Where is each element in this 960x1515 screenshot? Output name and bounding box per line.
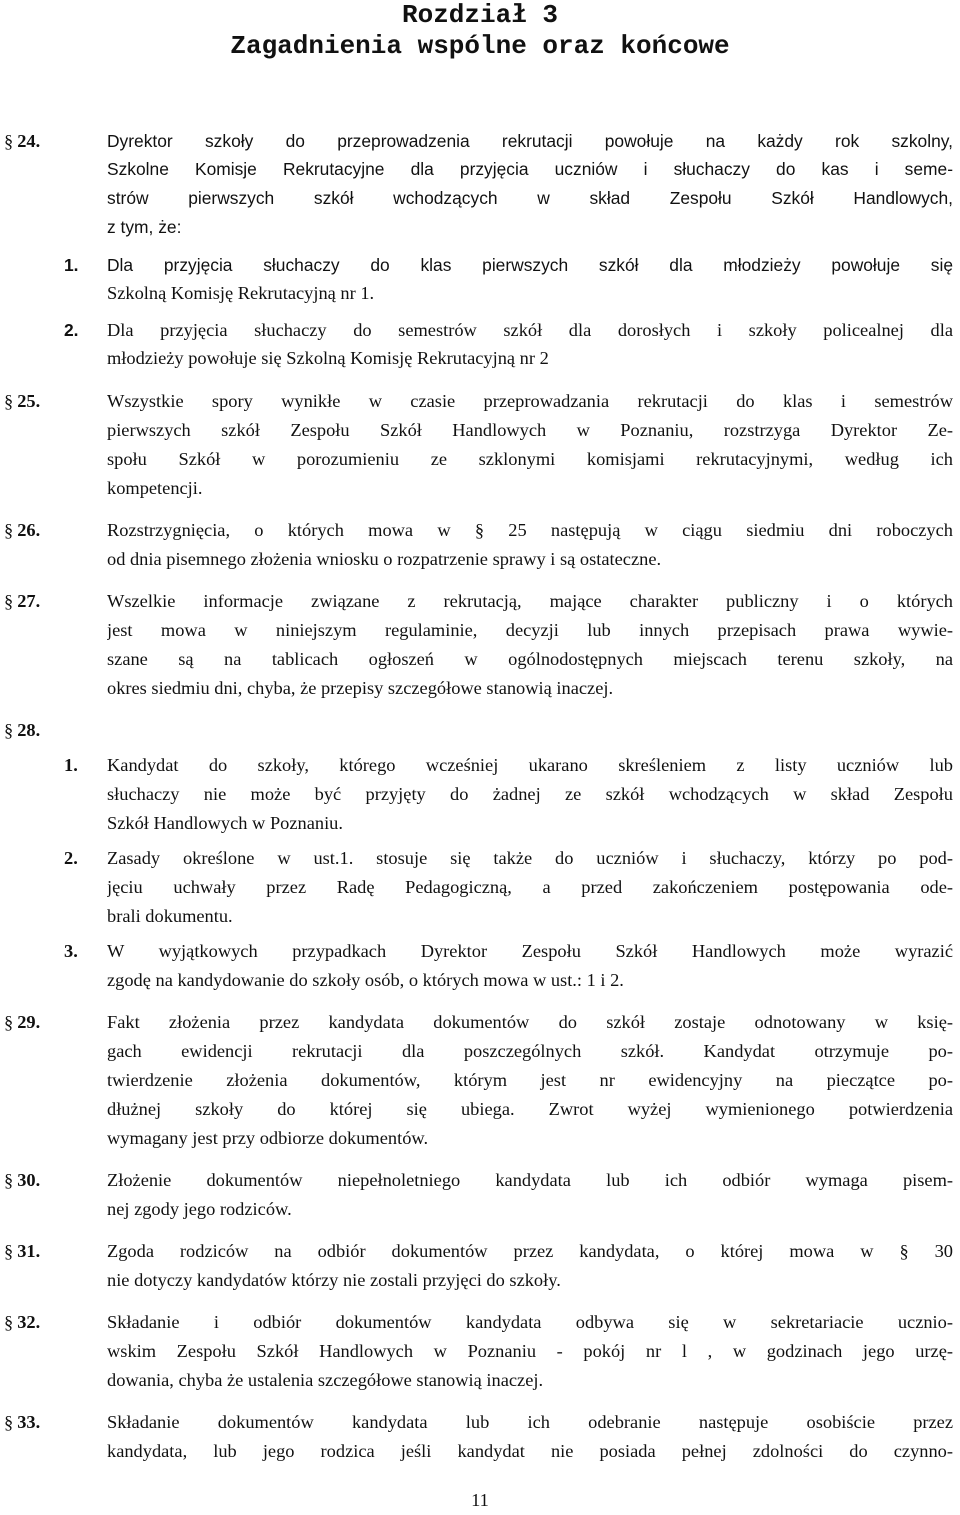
paragraph-number: 27. [17,591,41,611]
paragraph-32-marker [4,1310,40,1334]
paragraph-number: 24. [17,131,41,151]
paragraph-24-line: strów pierwszych szkół wchodzących w skład Zespołu Szkół Handlowych, [107,188,953,208]
section-sign: § [4,720,14,740]
page-number: 11 [471,1490,489,1510]
section-sign: § [4,1312,14,1332]
paragraph-24-line: z tym, że: [107,217,182,237]
paragraph-line: Wszelkie informacje związane z rekrutacją, mające charakter publiczny i o których [107,591,953,611]
paragraph-line: Rozstrzygnięcia, o których mowa w § 25 następują w ciągu siedmiu dni roboczych [107,520,953,540]
item-number: 1. [64,755,78,775]
paragraph-line: wskim Zespołu Szkół Handlowych w Poznaniu - pokój nr l , w godzinach jego urzę- [107,1341,953,1361]
item-line: Kandydat do szkoły, którego wcześniej ukarano skreśleniem z listy uczniów lub [107,755,953,775]
paragraph-line: Zgoda rodziców na odbiór dokumentów przez kandydata, o której mowa w § 30 [107,1241,953,1261]
paragraph-28-marker [4,718,40,742]
paragraph-number: 32. [17,1312,41,1332]
paragraph-26-marker [4,518,40,542]
item-line: W wyjątkowych przypadkach Dyrektor Zespołu Szkół Handlowych może wyrazić [107,941,953,961]
paragraph-number: 33. [17,1412,41,1432]
paragraph-line: nie dotyczy kandydatów którzy nie zostali przyjęci do szkoły. [107,1270,561,1290]
chapter-title: Zagadnienia wspólne oraz końcowe [230,31,730,61]
section-sign: § [4,391,14,411]
paragraph-24-line: Szkolne Komisje Rekrutacyjne dla przyjęcia uczniów i słuchaczy do kas i seme- [107,159,953,179]
paragraph-line: wymagany jest przy odbiorze dokumentów. [107,1128,429,1148]
paragraph-line: kandydata, lub jego rodzica jeśli kandydat nie posiada pełnej zdolności do czynno- [107,1441,953,1461]
paragraph-25-marker [4,389,40,413]
paragraph-number: 25. [17,391,41,411]
paragraph-line: nej zgody jego rodziców. [107,1199,292,1219]
paragraph-number: 28. [17,720,41,740]
paragraph-line: okres siedmiu dni, chyba, że przepisy szczegółowe stanowią inaczej. [107,678,614,698]
item-line: jęciu uchwały przez Radę Pedagogiczną, a przed zakończeniem postępowania ode- [107,877,953,897]
paragraph-line: dłużnej szkoły do której się ubiega. Zwrot wyżej wymienionego potwierdzenia [107,1099,953,1119]
section-sign: § [4,1170,14,1190]
paragraph-number: 30. [17,1170,41,1190]
section-sign: § [4,131,14,151]
paragraph-line: Fakt złożenia przez kandydata dokumentów do szkół zostaje odnotowany w księ- [107,1012,953,1032]
paragraph-33-marker [4,1410,40,1434]
paragraph-number: 26. [17,520,41,540]
paragraph-30-marker [4,1168,40,1192]
paragraph-31-marker [4,1239,40,1263]
item-number: 1. [64,255,79,275]
section-sign: § [4,520,14,540]
paragraph-line: Składanie dokumentów kandydata lub ich odebranie następuje osobiście przez [107,1412,953,1432]
section-sign: § [4,1012,14,1032]
paragraph-line: dowania, chyba że ustalenia szczegółowe stanowią inaczej. [107,1370,544,1390]
paragraph-line: twierdzenie złożenia dokumentów, którym jest nr ewidencyjny na pieczątce po- [107,1070,953,1090]
item-line: brali dokumentu. [107,906,233,926]
paragraph-24-line: Dyrektor szkoły do przeprowadzenia rekrutacji powołuje na każdy rok szkolny, [107,131,953,151]
item-line: zgodę na kandydowanie do szkoły osób, o których mowa w ust.: 1 i 2. [107,970,624,990]
paragraph-line: kompetencji. [107,478,203,498]
paragraph-number: 31. [17,1241,41,1261]
section-sign: § [4,1241,14,1261]
paragraph-line: Złożenie dokumentów niepełnoletniego kandydata lub ich odbiór wymaga pisem- [107,1170,953,1190]
section-sign: § [4,1412,14,1432]
item-line: Dla przyjęcia słuchaczy do semestrów szkół dla dorosłych i szkoły policealnej dla [107,320,953,340]
paragraph-number: 29. [17,1012,41,1032]
item-number: 3. [64,941,78,961]
item-line: Zasady określone w ust.1. stosuje się także do uczniów i słuchaczy, którzy po pod- [107,848,953,868]
paragraph-27-marker [4,589,40,613]
item-line: Szkolną Komisję Rekrutacyjną nr 1. [107,283,375,303]
item-line: młodzieży powołuje się Szkolną Komisję Rekrutacyjną nr 2 [107,348,549,368]
paragraph-line: gach ewidencji rekrutacji dla poszczególnych szkół. Kandydat otrzymuje po- [107,1041,953,1061]
section-sign: § [4,591,14,611]
item-line: Szkół Handlowych w Poznaniu. [107,813,343,833]
paragraph-line: od dnia pisemnego złożenia wniosku o rozpatrzenie sprawy i są ostateczne. [107,549,662,569]
paragraph-line: szane są na tablicach ogłoszeń w ogólnodostępnych miejscach terenu szkoły, na [107,649,953,669]
paragraph-29-marker [4,1010,40,1034]
paragraph-24-marker [4,129,40,153]
paragraph-line: Wszystkie spory wynikłe w czasie przeprowadzania rekrutacji do klas i semestrów [107,391,953,411]
paragraph-line: społu Szkół w porozumieniu ze szklonymi komisjami rekrutacyjnymi, według ich [107,449,953,469]
chapter-number: Rozdział 3 [401,0,559,30]
paragraph-line: Składanie i odbiór dokumentów kandydata odbywa się w sekretariacie ucznio- [107,1312,953,1332]
item-number: 2. [64,848,78,868]
item-line: słuchaczy nie może być przyjęty do żadnej ze szkół wchodzących w skład Zespołu [107,784,953,804]
paragraph-line: jest mowa w niniejszym regulaminie, decyzji lub innych przepisach prawa wywie- [107,620,953,640]
item-number: 2. [64,320,79,340]
paragraph-line: pierwszych szkół Zespołu Szkół Handlowych w Poznaniu, rozstrzyga Dyrektor Ze- [107,420,953,440]
item-line: Dla przyjęcia słuchaczy do klas pierwszych szkół dla młodzieży powołuje się [107,255,953,275]
